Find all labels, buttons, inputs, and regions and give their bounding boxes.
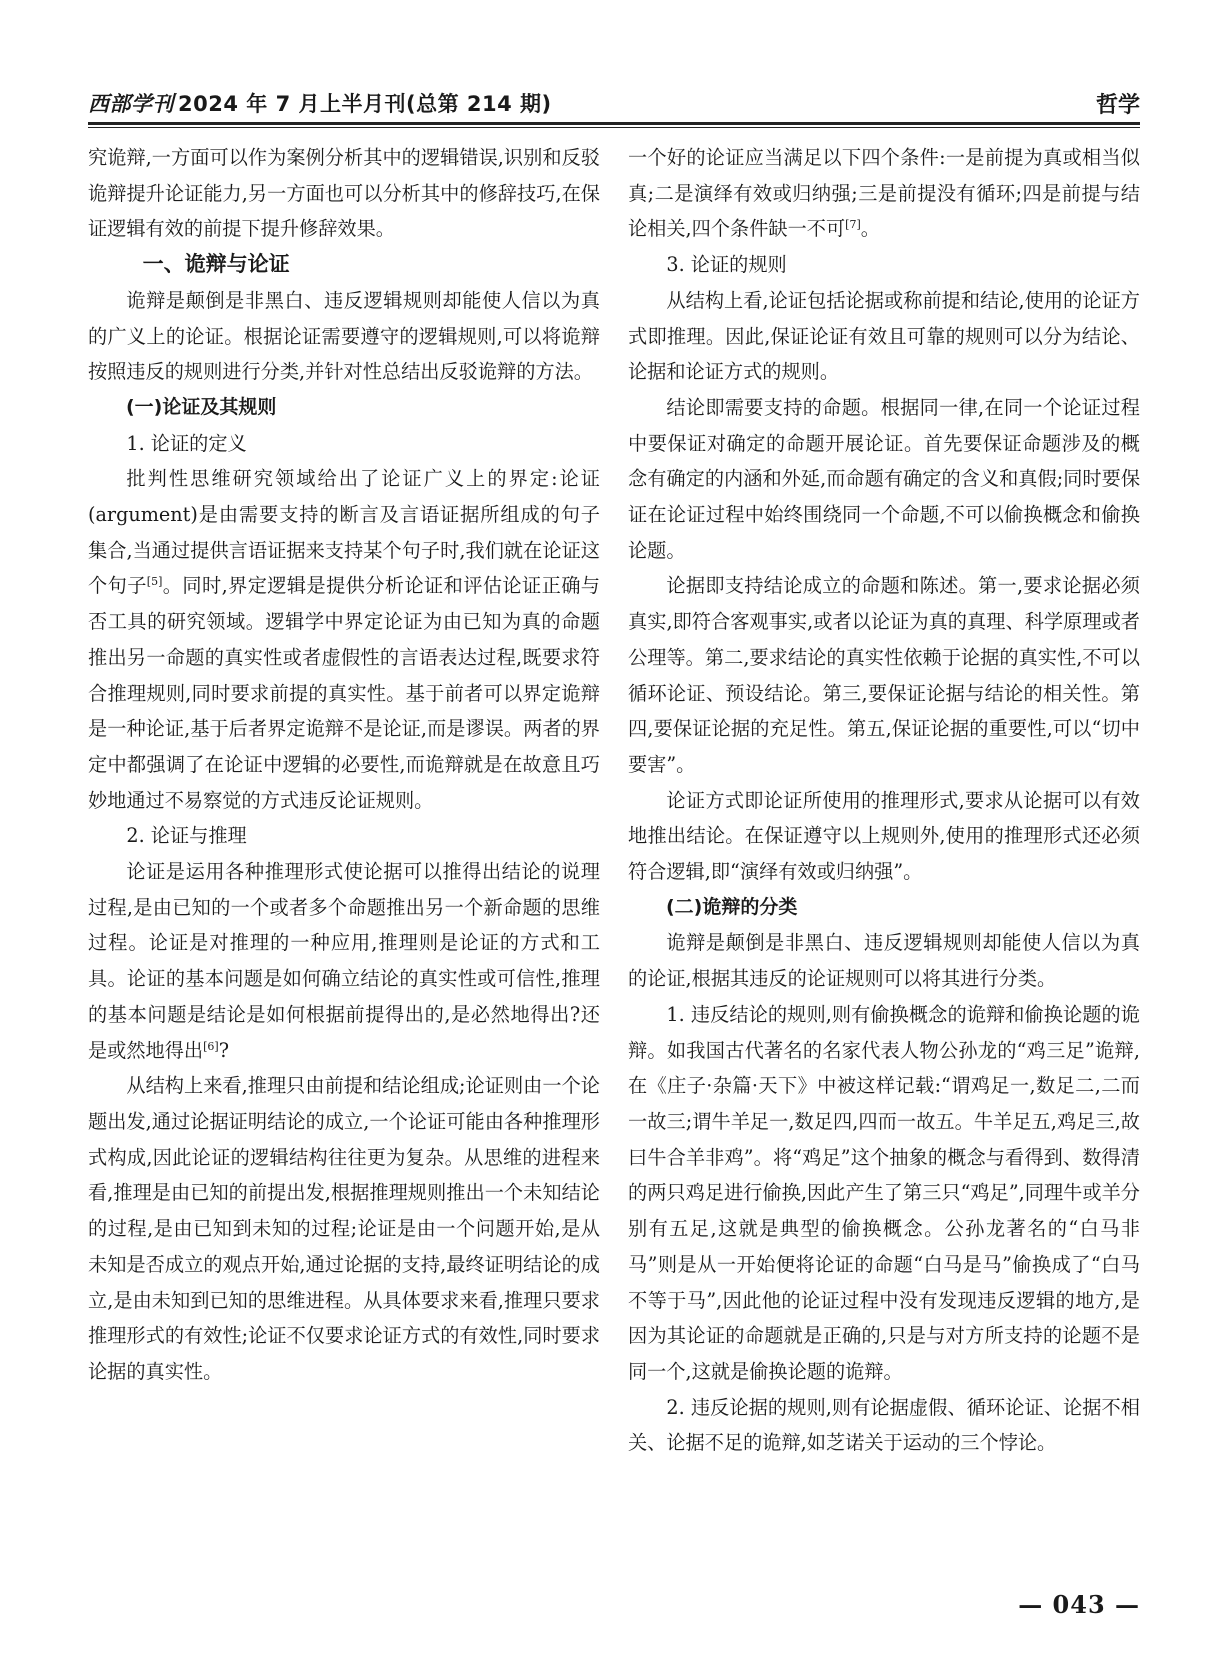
paragraph-text: 。同时,界定逻辑是提供分析论证和评估论证正确与否工具的研究领域。逻辑学中界定论证为由已知为真的命题推出另一命题的真实性或者虚假性的言语表达过程,既要求符合推理规则,同时要求前提的真实性。基于前者可以界定诡辩是一种论证,基于后者界定诡辩不是论证,而是谬误。两者的界定中都强调了在论证中逻辑的必要性,而诡辩就是在故意且巧妙地通过不易察觉的方式违反论证规则。 (88, 574, 600, 812)
sub-subsection-heading: 3. 论证的规则 (666, 253, 787, 277)
journal-issue-line (88, 88, 552, 118)
paragraph-text: 一个好的论证应当满足以下四个条件:一是前提为真或相当似真;二是演绎有效或归纳强;三是前提没有循环;四是前提与结论相关,四个条件缺一不可 (628, 146, 1140, 241)
paragraph: 1. 违反结论的规则,则有偷换概念的诡辩和偷换论题的诡辩。如我国古代著名的名家代表人物公孙龙的“鸡三足”诡辩,在《庄子·杂篇·天下》中被这样记载:“谓鸡足一,数足二,二而一故三;谓牛羊足一,数足四,四而一故五。牛羊足五,鸡足三,故曰牛合羊非鸡”。将“鸡足”这个抽象的概念与看得到、数得清的两只鸡足进行偷换,因此产生了第三只“鸡足”,同理牛或羊分别有五足,这就是典型的偷换概念。公孙龙著名的“白马非马”则是从一开始便将论证的命题“白马是马”偷换成了“白马不等于马”,因此他的论证过程中没有发现违反逻辑的地方,是因为其论证的命题就是正确的,只是与对方所支持的论题不是同一个,这就是偷换论题的诡辩。 (628, 1002, 1140, 1383)
paragraph: 2. 违反论据的规则,则有论据虚假、循环论证、论据不相关、论据不足的诡辩,如芝诺关于运动的三个悖论。 (628, 1395, 1140, 1455)
page-number: — 043 — (1018, 1590, 1140, 1619)
sub-subsection-heading: 2. 论证与推理 (126, 824, 247, 848)
header-rule-thin (88, 127, 1140, 128)
subsection-heading: (二)诡辩的分类 (666, 895, 798, 918)
left-column (88, 140, 600, 1390)
paragraph: 论证方式即论证所使用的推理形式,要求从论据可以有效地推出结论。在保证遵守以上规则外,使用的推理形式还必须符合逻辑,即“演绎有效或归纳强”。 (628, 788, 1140, 884)
paragraph-text: 批判性思维研究领域给出了论证广义上的界定:论证(argument)是由需要支持的断言及言语证据所组成的句子集合,当通过提供言语证据来支持某个句子时,我们就在论证这个句子 (88, 467, 600, 598)
paragraph-text: 。 (860, 217, 880, 241)
paragraph (88, 854, 600, 1068)
paragraph (88, 461, 600, 818)
paragraph: 从结构上看,论证包括论据或称前提和结论,使用的论证方式即推理。因此,保证论证有效且可靠的规则可以分为结论、论据和论证方式的规则。 (628, 288, 1140, 384)
journal-logo: 西部学刊 (88, 92, 174, 116)
paragraph (628, 140, 1140, 247)
paragraph: 诡辩是颠倒是非黑白、违反逻辑规则却能使人信以为真的论证,根据其违反的论证规则可以将其进行分类。 (628, 931, 1140, 991)
paragraph: 从结构上来看,推理只由前提和结论组成;论证则由一个论题出发,通过论据证明结论的成立,一个论证可能由各种推理形式构成,因此论证的逻辑结构往往更为复杂。从思维的进程来看,推理是由已知的前提出发,根据推理规则推出一个未知结论的过程,是由已知到未知的过程;论证是由一个问题开始,是从未知是否成立的观点开始,通过论据的支持,最终证明结论的成立,是由未知到已知的思维进程。从具体要求来看,推理只要求推理形式的有效性;论证不仅要求论证方式的有效性,同时要求论据的真实性。 (88, 1074, 600, 1383)
header-rule-thick (88, 122, 1140, 125)
running-header (88, 86, 1140, 120)
right-column (628, 140, 1140, 1461)
citation-ref: [5] (146, 575, 163, 589)
paragraph-text: ? (218, 1038, 230, 1062)
citation-ref: [7] (845, 218, 861, 232)
subsection-heading: (一)论证及其规则 (126, 395, 277, 418)
paragraph: 论据即支持结论成立的命题和陈述。第一,要求论据必须真实,即符合客观事实,或者以论证为真的真理、科学原理或者公理等。第二,要求结论的真实性依赖于论据的真实性,不可以循环论证、预设结论。第三,要保证论据与结论的相关性。第四,要保证论据的充足性。第五,保证论据的重要性,可以“切中要害”。 (628, 574, 1140, 776)
paragraph: 诡辩是颠倒是非黑白、违反逻辑规则却能使人信以为真的广义上的论证。根据论证需要遵守的逻辑规则,可以将诡辩按照违反的规则进行分类,并针对性总结出反驳诡辩的方法。 (88, 288, 600, 384)
paragraph-text: 论证是运用各种推理形式使论据可以推得出结论的说理过程,是由已知的一个或者多个命题推出另一个新命题的思维过程。论证是对推理的一种应用,推理则是论证的方式和工具。论证的基本问题是如何确立结论的真实性或可信性,推理的基本问题是结论是如何根据前提得出的,是必然地得出?还是或然地得出 (88, 860, 600, 1062)
section-label: 哲学 (1095, 93, 1140, 118)
issue-info: 2024 年 7 月上半月刊(总第 214 期) (178, 92, 552, 116)
citation-ref: [6] (203, 1039, 219, 1053)
section-heading: 一、诡辩与论证 (142, 252, 290, 277)
paragraph: 结论即需要支持的命题。根据同一律,在同一个论证过程中要保证对确定的命题开展论证。首先要保证命题涉及的概念有确定的内涵和外延,而命题有确定的含义和真假;同时要保证在论证过程中始终围绕同一个命题,不可以偷换概念和偷换论题。 (628, 395, 1140, 562)
paragraph: 究诡辩,一方面可以作为案例分析其中的逻辑错误,识别和反驳诡辩提升论证能力,另一方面也可以分析其中的修辞技巧,在保证逻辑有效的前提下提升修辞效果。 (88, 146, 600, 241)
sub-subsection-heading: 1. 论证的定义 (126, 431, 247, 455)
